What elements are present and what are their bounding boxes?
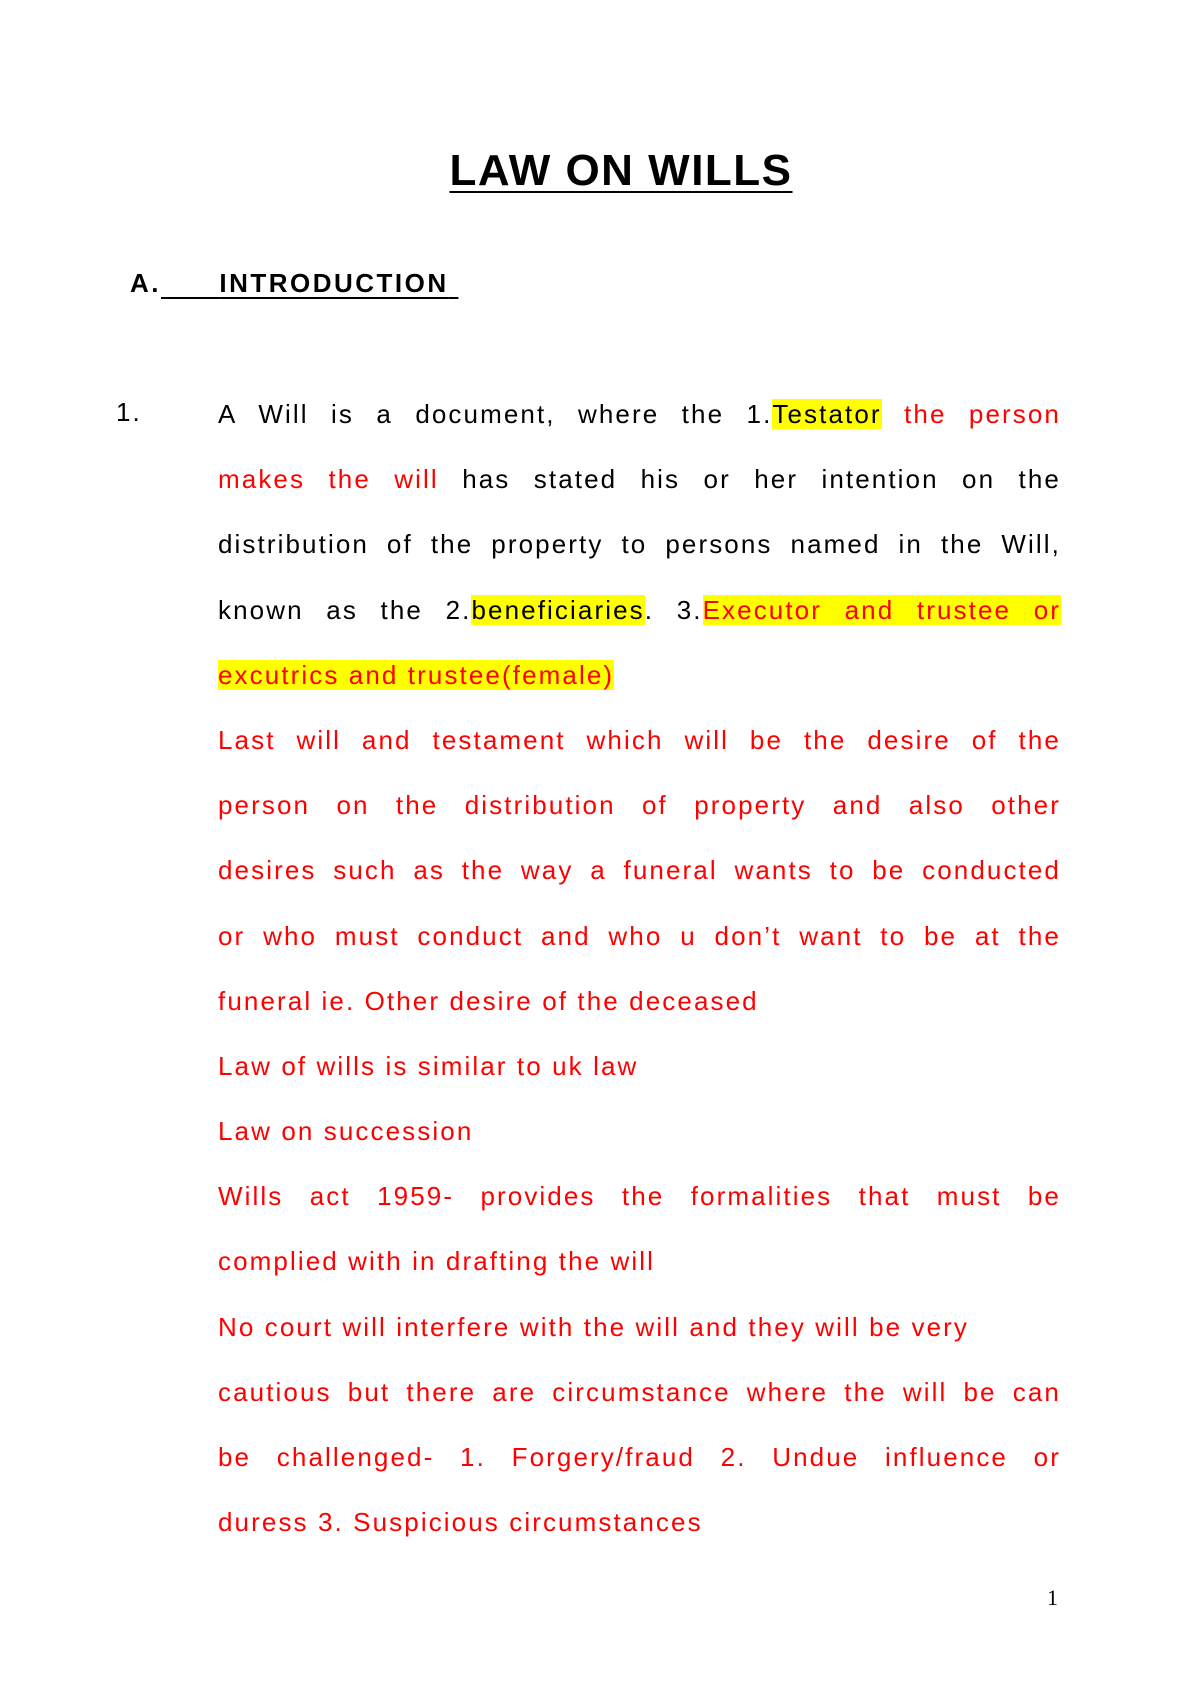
paragraph-line [218,643,1061,708]
section-letter: A. [130,268,161,298]
note-line: No court will interfere with the will and they will be very [218,1311,970,1342]
note-line: duress 3. Suspicious circumstances [218,1507,703,1538]
note-line: Law on succession [218,1116,474,1147]
note-line: funeral ie. Other desire of the deceased [218,985,759,1016]
note-line: person on the distribution of property and also other [218,790,1061,821]
note-line: Wills act 1959- provides the formalities that must be [218,1181,1061,1212]
highlighted-term: Testator [772,399,882,429]
section-title: INTRODUCTION [219,268,449,298]
note-line: Law of wills is similar to uk law [218,1050,639,1081]
note-line: complied with in drafting the will [218,1246,656,1277]
paragraph-line: known as the 2.beneficiaries. 3.Executor and trustee or [218,594,1062,625]
note-line: Last will and testament which will be the desire of the [218,724,1061,755]
paragraph-line: distribution of the property to persons named in the Will, [218,529,1061,560]
section-heading [130,268,458,299]
paragraph-body [218,382,1061,1555]
highlighted-term: excutrics and trustee(female) [218,659,615,690]
page-number: 1 [1047,1585,1058,1610]
note-line: desires such as the way a funeral wants to be conducted [218,855,1061,886]
note-line: be challenged- 1. Forgery/fraud 2. Undue influence or [218,1442,1061,1472]
highlighted-term: beneficiaries [471,594,645,625]
item-number: 1. [116,397,142,427]
highlighted-term: Executor and trustee or [702,594,1062,625]
note-line: cautious but there are circumstance where the will be can [218,1376,1061,1407]
paragraph-line: makes the will has stated his or her intention on the [218,464,1061,495]
paragraph-line: A Will is a document, where the 1.Testator the person [218,399,1061,429]
note-line: or who must conduct and who u don’t want to be at the [218,920,1061,951]
document-title: LAW ON WILLS [449,146,793,195]
